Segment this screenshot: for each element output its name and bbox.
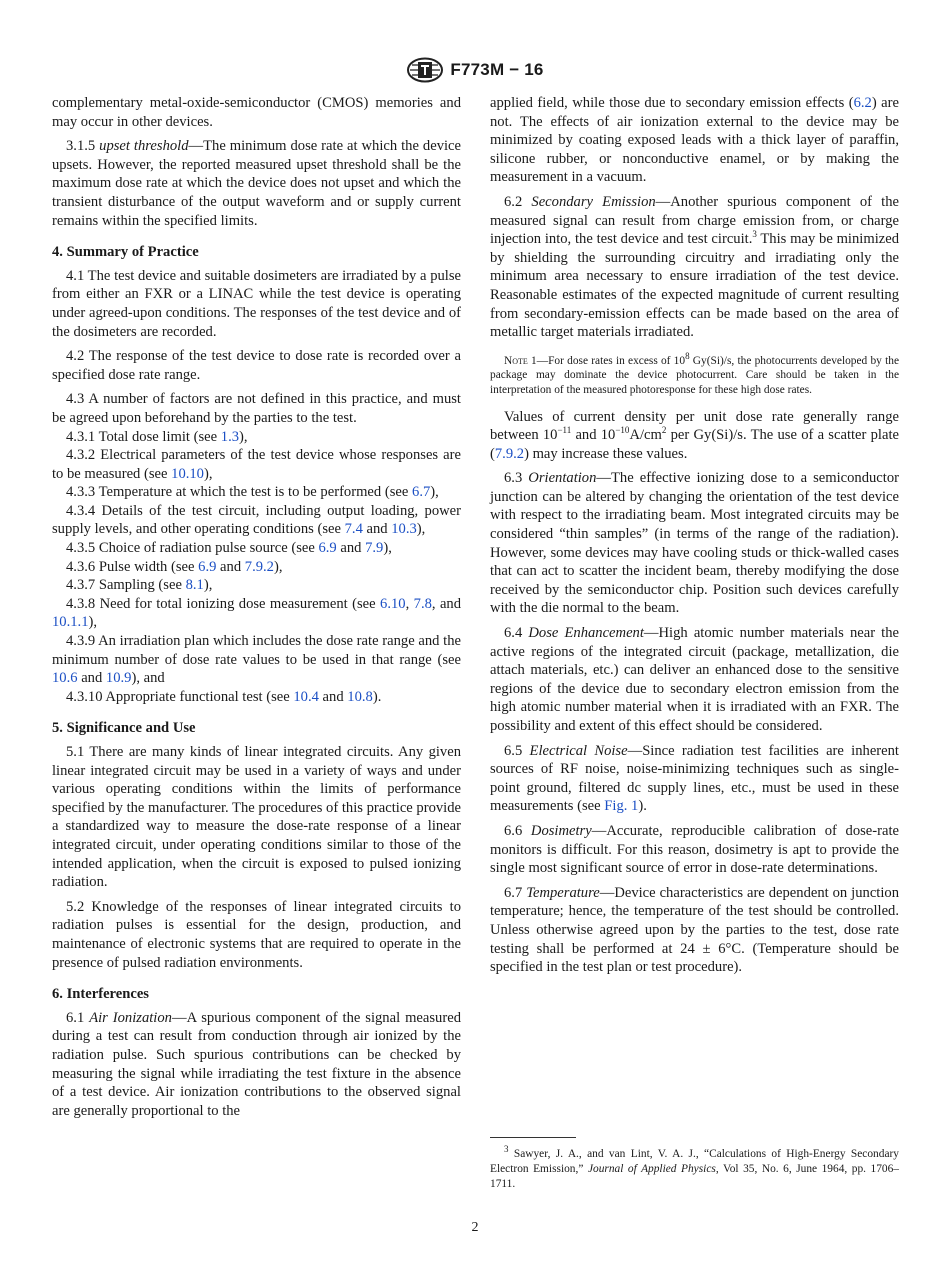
paragraph-4-3-6: 4.3.6 Pulse width (see 6.9 and 7.9.2), <box>66 558 283 575</box>
note-1: Note 1—For dose rates in excess of $10^8$ Gy(Si)/s, the photocurrents developed by the package may dominate the device photocurrent. Care should be taken in the interpretation of the measured photoresponse for these high dose rates. <box>490 350 899 396</box>
paragraph-4-3-2: 4.3.2 Electrical parameters of the test device whose responses are to be measured (see 10.10), <box>52 447 461 482</box>
left-column <box>52 94 461 1120</box>
footnote-3: $^3$ Sawyer, J. A., and van Lint, V. A. J., “Calculations of High-Energy Secondary Electron Emission,” Journal of Applied Physics, Vol 35, No. 6, June 1964, pp. 1706–1711. <box>490 1144 899 1190</box>
ref-link[interactable]: 1.3 <box>220 428 240 445</box>
ref-link[interactable]: 6.7 <box>412 484 431 501</box>
ref-link[interactable]: 7.8 <box>413 595 432 612</box>
paragraph-6-6: 6.6 Dosimetry—Accurate, reproducible calibration of dose-rate monitors is difficult. For this reason, dosimetry is apt to provide the single most significant source of error in dose-rate determinations. <box>490 822 899 877</box>
paragraph-6-5: 6.5 Electrical Noise—Since radiation test facilities are inherent sources of RF noise, noise-minimizing techniques such as single-point ground, filtered dc supply lines, etc., must be used in these measurements (see Fig. 1). <box>490 742 899 815</box>
page-header <box>0 56 950 84</box>
ref-link[interactable]: 10.1.1 <box>52 614 89 631</box>
paragraph-4-3-5: 4.3.5 Choice of radiation pulse source (see 6.9 and 7.9), <box>66 540 392 557</box>
ref-link[interactable]: 7.9.2 <box>494 445 525 462</box>
paragraph-4-3-1: 4.3.1 Total dose limit (see 1.3), <box>66 428 248 445</box>
ref-link[interactable]: 8.1 <box>185 577 204 594</box>
paragraph-4-3-4: 4.3.4 Details of the test circuit, including output loading, power supply levels, and other operating conditions (see 7.4 and 10.3), <box>52 502 461 538</box>
paragraph-current-density: Values of current density per unit dose rate generally range between $10^{-11}$ and $10^{-10}A/cm^2$ per Gy(Si)/s. The use of a scatter plate (7.9.2) may increase these values. <box>490 408 899 462</box>
paragraph-5-1: 5.1 There are many kinds of linear integrated circuits. Any given linear integrated circuit may be used in a variety of ways and under various operating conditions within the limits of performance specified by the manufacturer. The procedures of this practice provide a standardized way to measure the dose-rate response of a linear integrated circuit, under operating conditions similar to those of the intended application, when the circuit is exposed to pulsed ionizing radiation. <box>52 744 462 891</box>
ref-link[interactable]: 10.4 <box>293 688 319 705</box>
ref-link[interactable]: 10.8 <box>347 688 373 705</box>
paragraph-cmos: complementary metal-oxide-semiconductor (CMOS) memories and may occur in other devices. <box>52 95 461 130</box>
figure-link[interactable]: Fig. 1 <box>604 798 639 815</box>
paragraph-6-1: 6.1 Air Ionization—A spurious component of the signal measured during a test can result from conduction through air ionized by the radiation pulse. Such spurious contributions can be checked by measuring the signal while irradiating the test fixture in the absence of a test device. Air ionization contributions to the observed signal are generally proportional to the <box>52 1009 461 1119</box>
ref-link[interactable]: 10.6 <box>52 670 78 687</box>
page-number: 2 <box>471 1220 479 1235</box>
paragraph-4-3-7: 4.3.7 Sampling (see 8.1), <box>66 577 213 594</box>
ref-link[interactable]: 7.9.2 <box>244 558 274 575</box>
paragraph-4-3: 4.3 A number of factors are not defined in this practice, and must be agreed upon beforehand by the parties to the test. <box>52 391 461 426</box>
ref-link[interactable]: 10.3 <box>391 521 417 538</box>
astm-logo-icon <box>406 57 444 83</box>
ref-link[interactable]: 6.2 <box>853 95 872 111</box>
heading-significance-and-use: 5. Significance and Use <box>52 720 196 737</box>
heading-interferences: 6. Interferences <box>52 986 149 1003</box>
paragraph-4-1: 4.1 The test device and suitable dosimeters are irradiated by a pulse from either an FXR or a LINAC while the test device is operating under agreed-upon conditions. The responses of the test device and of the dosimeters are recorded. <box>52 267 461 340</box>
ref-link[interactable]: 6.9 <box>318 540 337 557</box>
footnote-divider <box>490 1137 576 1138</box>
document-id: F773M − 16 <box>450 60 544 79</box>
paragraph-3-1-5: 3.1.5 upset threshold—The minimum dose rate at which the device upsets. However, the reported measured upset threshold shall be the maximum dose rate at which the device does not upset and which the transient disturbance of the output waveform and or supply current remains within the specified limits. <box>52 138 461 229</box>
paragraph-4-3-10: 4.3.10 Appropriate functional test (see 10.4 and 10.8). <box>66 688 382 705</box>
ref-link[interactable]: 6.10 <box>380 595 406 612</box>
paragraph-5-2: 5.2 Knowledge of the responses of linear integrated circuits to radiation pulses is essential for the design, production, and maintenance of electronic systems that are required to operate in the presence of pulsed radiation environments. <box>52 898 461 971</box>
ref-link[interactable]: 6.9 <box>198 558 217 575</box>
right-column <box>490 94 899 977</box>
ref-link[interactable]: 7.4 <box>344 521 363 538</box>
paragraph-4-3-3: 4.3.3 Temperature at which the test is to be performed (see 6.7), <box>66 484 439 501</box>
ref-link[interactable]: 10.10 <box>171 465 204 482</box>
ref-link[interactable]: 10.9 <box>105 670 132 687</box>
paragraph-6-3: 6.3 Orientation—The effective ionizing dose to a semiconductor junction can be altered by changing the orientation of the test device with respect to the irradiating beam. Most integrated circuits may be considered “thin samples” (in terms of the range of the radiation). However, some devices may have cooling studs or thick-walled cases that can act to scatter the incident beam, thereby modifying the dose received by the semiconductor chip. Position such devices carefully with the die normal to the beam. <box>490 470 899 617</box>
footnote-ref: 3 <box>752 229 757 240</box>
paragraph-6-7: 6.7 Temperature—Device characteristics are dependent on junction temperature; hence, the temperature of the test should be controlled. Unless otherwise agreed upon by the parties to the test, dose rate testing shall be performed at 24 ± 6°C. (Temperature should be specified in the test plan or test procedure). <box>490 884 900 976</box>
paragraph-6-1-continued: applied field, while those due to secondary emission effects (6.2) are not. The effects of air ionization external to the device may be minimized by coating exposed leads with a thick layer of paraffin, silicone rubber, or nonconductive enamel, or by making the measurement in a vacuum. <box>490 95 899 186</box>
heading-summary-of-practice: 4. Summary of Practice <box>52 244 199 261</box>
paragraph-4-2: 4.2 The response of the test device to dose rate is recorded over a specified dose rate range. <box>52 348 461 383</box>
paragraph-6-4: 6.4 Dose Enhancement—High atomic number materials near the active regions of the integrated circuit (package, metallization, die attach materials, etc.) can deliver an enhanced dose to the sensitive regions of the device due to secondary electron emission from the high atomic number material when it is irradiated with an FXR. The possibility and extent of this effect should be considered. <box>490 625 899 734</box>
paragraph-4-3-9: 4.3.9 An irradiation plan which includes the dose rate range and the minimum number of dose rate values to be used in that range (see 10.6 and 10.9), and <box>52 633 461 687</box>
ref-link[interactable]: 7.9 <box>365 540 384 557</box>
paragraph-4-3-8: 4.3.8 Need for total ionizing dose measurement (see 6.10, 7.8, and 10.1.1), <box>52 595 462 631</box>
paragraph-6-2: 6.2 Secondary Emission—Another spurious component of the measured signal can result from charge emission from, or charge injection into, the test device and test circuit.$^3$ This may be minimized by shielding the surrounding circuitry and irradiating only the minimum area necessary to ensure irradiation of the test device. Reasonable estimates of the expected magnitude of current resulting from secondary-emission effects can be made based on the area of metallic target materials irradiated. <box>490 193 900 341</box>
